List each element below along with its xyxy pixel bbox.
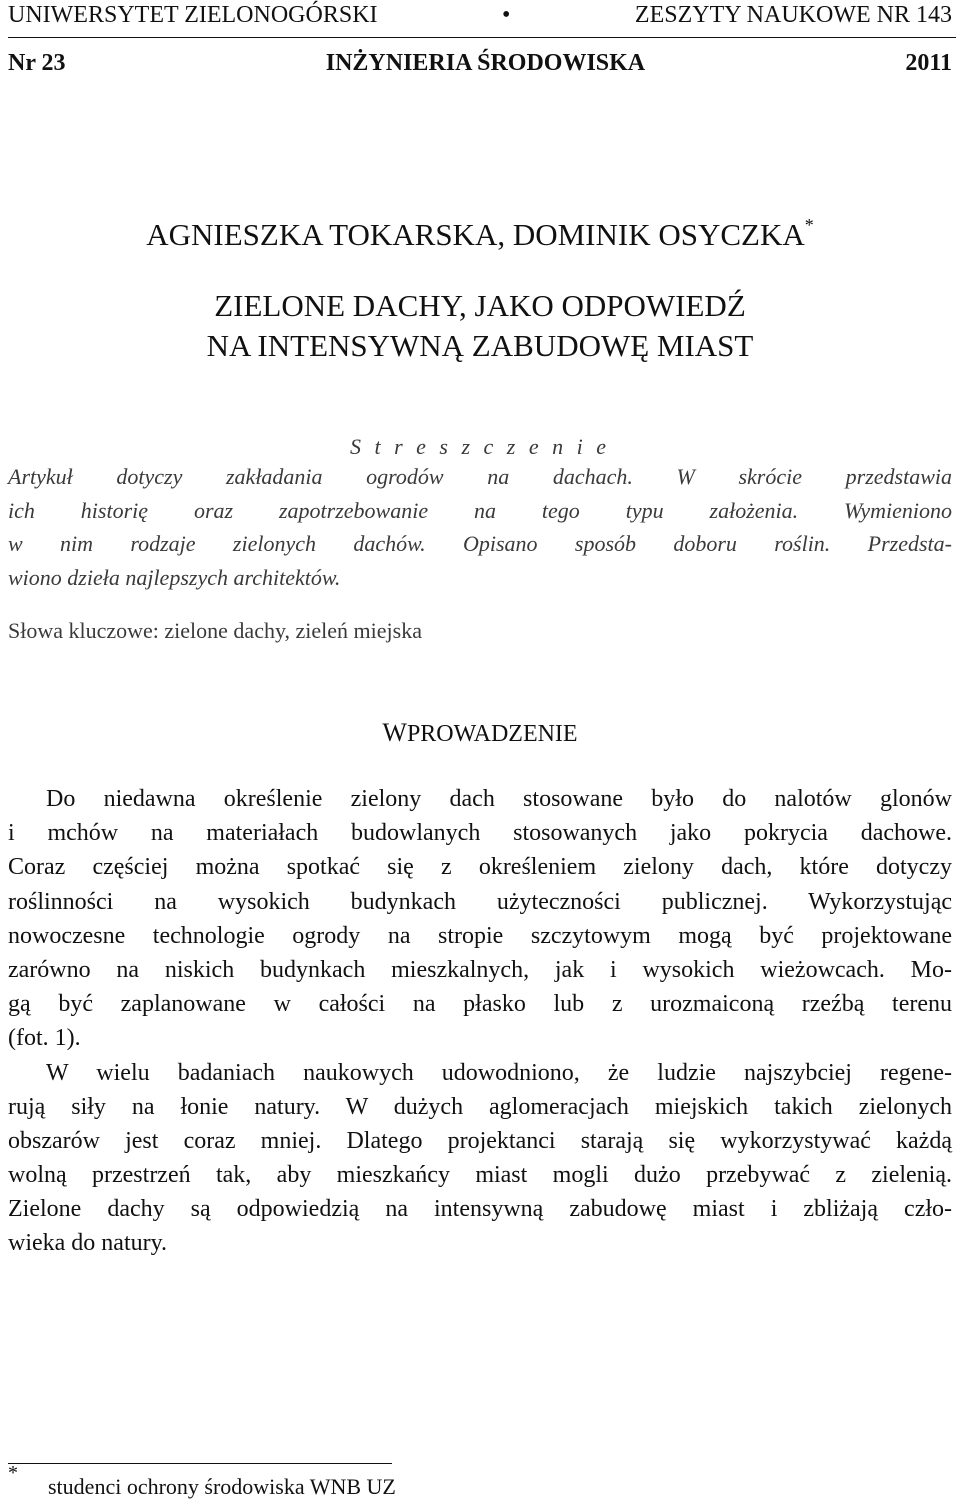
body-line: (fot. 1). <box>8 1025 81 1052</box>
body-line: obszarów jest coraz mniej. Dlatego projektanci starają się wykorzystywać każdą <box>8 1127 952 1154</box>
header-bullet: • <box>502 2 511 28</box>
body-line: gą być zaplanowane w całości na płasko lub z urozmaiconą rzeźbą terenu <box>8 991 952 1018</box>
body-line: wieka do natury. <box>8 1230 168 1257</box>
footnote-rule <box>8 1463 392 1464</box>
title-line-1: ZIELONE DACHY, JAKO ODPOWIEDŹ <box>214 288 746 323</box>
journal-name: ZESZYTY NAUKOWE NR 143 <box>634 2 952 28</box>
issue-header <box>8 50 952 77</box>
body-line: rują siły na łonie natury. W dużych aglomeracjach miejskich takich zielonych <box>8 1093 952 1120</box>
body-line: Do niedawna określenie zielony dach stosowane było do nalotów glonów <box>46 786 952 812</box>
abstract-heading: S t r e s z c z e n i e <box>349 434 611 459</box>
body-line: zarówno na niskich budynkach mieszkalnych, jak i wysokich wieżowcach. Mo- <box>8 956 952 983</box>
section-heading-initial: W <box>382 718 407 747</box>
abstract-line: w nim rodzaje zielonych dachów. Opisano sposób doboru roślin. Przedsta- <box>8 531 952 556</box>
body-line: Coraz częściej można spotkać się z określeniem zielony dach, które dotyczy <box>8 854 952 881</box>
footnote-text: studenci ochrony środowiska WNB UZ <box>48 1474 396 1499</box>
issue-number: Nr 23 <box>8 50 66 76</box>
authors <box>0 215 960 253</box>
section-heading-rest: PROWADZENIE <box>406 721 578 747</box>
article-title <box>0 286 960 366</box>
author-names: AGNIESZKA TOKARSKA, DOMINIK OSYCZKA <box>146 217 805 252</box>
journal-field: INŻYNIERIA ŚRODOWISKA <box>325 50 646 76</box>
section-heading <box>0 718 960 748</box>
body-line: wolną przestrzeń tak, aby mieszkańcy miast mogli dużo przebywać z zielenią. <box>8 1162 952 1189</box>
university-name: UNIWERSYTET ZIELONOGÓRSKI <box>8 2 378 28</box>
author-footnote-mark: * <box>804 215 814 235</box>
footnote-mark: * <box>8 1462 18 1484</box>
keywords: Słowa kluczowe: zielone dachy, zieleń miejska <box>8 618 422 643</box>
body-line: Zielone dachy są odpowiedzią na intensywną zabudowę miast i zbliżają czło- <box>8 1196 952 1223</box>
body-text <box>8 782 952 1261</box>
issue-year: 2011 <box>905 50 952 76</box>
body-line: W wielu badaniach naukowych udowodniono, że ludzie najszybciej regene- <box>46 1059 952 1086</box>
abstract-text <box>8 460 952 594</box>
abstract-line: wiono dzieła najlepszych architektów. <box>8 564 341 590</box>
body-line: nowoczesne technologie ogrody na stropie szczytowym mogą być projektowane <box>8 922 952 949</box>
running-header <box>8 2 952 29</box>
header-rule <box>8 37 956 38</box>
abstract-line: Artykuł dotyczy zakładania ogrodów na dachach. W skrócie przedstawia <box>8 464 952 489</box>
title-line-2: NA INTENSYWNĄ ZABUDOWĘ MIAST <box>206 328 754 363</box>
body-line: roślinności na wysokich budynkach użyteczności publicznej. Wykorzystując <box>8 888 952 915</box>
body-line: i mchów na materiałach budowlanych stosowanych jako pokrycia dachowe. <box>8 820 952 847</box>
abstract-line: ich historię oraz zapotrzebowanie na tego typu założenia. Wymieniono <box>8 497 952 523</box>
